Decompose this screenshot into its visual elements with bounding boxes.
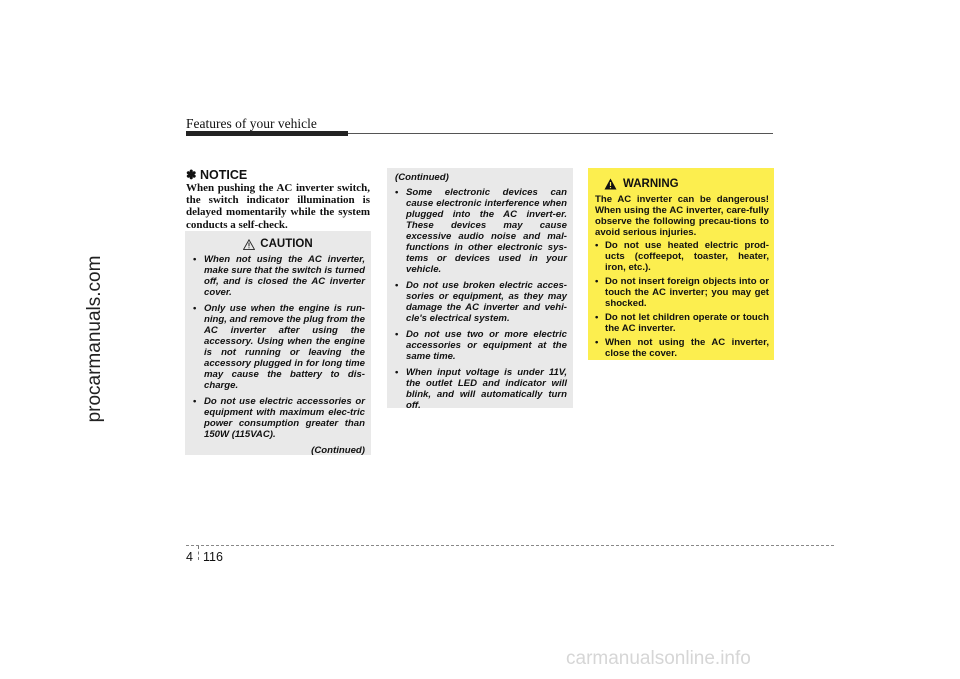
caution-item: • Do not use two or more electric accessories or equipment at the same time. [389, 329, 567, 362]
footer-divider [198, 546, 199, 560]
warning-triangle-icon [604, 178, 617, 190]
warning-heading [604, 178, 774, 190]
caution-continued-label: (Continued) [311, 445, 365, 456]
notice-heading [186, 167, 247, 182]
caution-continued-box [387, 168, 573, 411]
warning-item: • Do not use heated electric prod-ucts (coffeepot, toaster, heater, iron, etc.). [595, 240, 769, 273]
notice-label: NOTICE [199, 168, 248, 182]
warning-item: • Do not let children operate or touch the AC inverter. [595, 312, 769, 334]
side-watermark: procarmanuals.com [84, 255, 105, 423]
caution-item: • Some electronic devices can cause electronic interference when plugged into the AC invert-er. These devices may cause excessive audio noise and mal-functions in other electronic sys-tems or devices used in your vehicle. [389, 187, 567, 275]
warning-item: • When not using the AC inverter, close the cover. [595, 337, 769, 359]
caution-item: • Only use when the engine is run-ning, and remove the plug from the AC inverter after using the accessory. Using when the engine is not running or leaving the accessory plugged in for long time may cause the battery to dis-charge. [187, 303, 365, 391]
bottom-watermark: carmanualsonline.info [566, 648, 751, 669]
continued-label: (Continued) [395, 172, 449, 183]
caution-box [185, 231, 371, 455]
header-accent-bar [186, 131, 348, 136]
caution-item: • When not using the AC inverter, make sure that the switch is turned off, and is closed the AC inverter cover. [187, 254, 365, 298]
warning-intro: The AC inverter can be dangerous! When using the AC inverter, care-fully observe the following precau-tions to avoid serious injuries. [595, 194, 769, 238]
footer-rule [186, 545, 834, 546]
warning-item: • Do not insert foreign objects into or touch the AC inverter; you may get shocked. [595, 276, 769, 309]
caution-list [185, 254, 371, 440]
notice-symbol-icon: ✽ [186, 168, 197, 182]
caution-item: • When input voltage is under 11V, the outlet LED and indicator will blink, and will automatically turn off. [389, 367, 567, 411]
caution-item: • Do not use broken electric acces-sories or equipment, as they may damage the AC inverter and vehi-cle's electrical system. [389, 280, 567, 324]
warning-title: WARNING [623, 177, 679, 190]
section-title: Features of your vehicle [186, 116, 317, 131]
warning-box [588, 168, 774, 360]
caution-item: • Do not use electric accessories or equipment with maximum elec-tric power consumption greater than 150W (115VAC). [187, 396, 365, 440]
caution-title: CAUTION [260, 238, 313, 250]
chapter-number: 4 [186, 550, 193, 564]
warning-list [588, 240, 774, 359]
caution-continued-list [387, 187, 573, 411]
caution-heading [185, 239, 371, 250]
caution-triangle-icon [243, 239, 255, 250]
notice-body: When pushing the AC inverter switch, the switch indicator illumination is delayed momentarily while the system conducts a self-check. [186, 182, 370, 231]
page-number: 116 [203, 550, 223, 564]
